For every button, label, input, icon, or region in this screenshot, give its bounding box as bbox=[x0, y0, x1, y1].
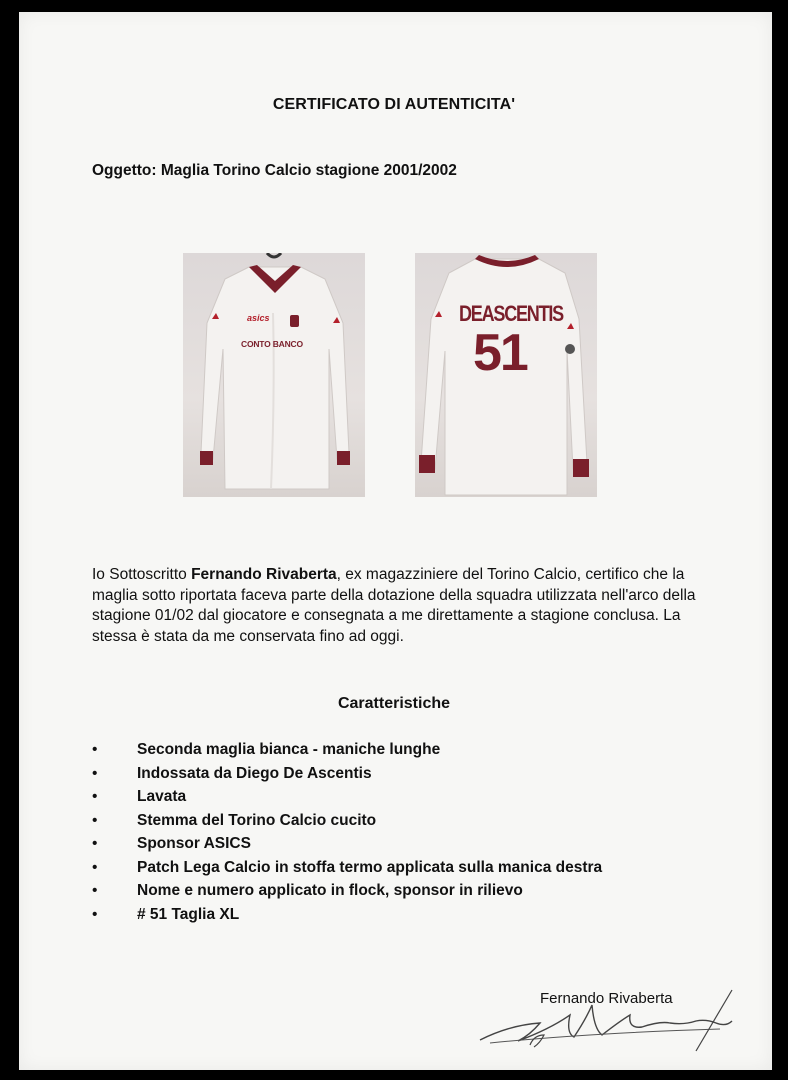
certification-paragraph bbox=[92, 565, 712, 647]
document-subject: Oggetto: Maglia Torino Calcio stagione 2001/2002 bbox=[92, 162, 457, 179]
handwritten-signature bbox=[470, 985, 750, 1055]
bullet: • bbox=[92, 835, 98, 852]
bullet: • bbox=[92, 882, 98, 899]
feature-text: Patch Lega Calcio in stoffa termo applicata sulla manica destra bbox=[137, 858, 603, 876]
bullet: • bbox=[92, 905, 98, 923]
list-item bbox=[92, 879, 602, 903]
signature-name: Fernando Rivaberta bbox=[540, 990, 673, 1007]
list-item bbox=[92, 832, 602, 856]
list-item bbox=[92, 809, 602, 833]
list-item bbox=[92, 903, 602, 927]
features-list bbox=[92, 738, 602, 926]
player-number: 51 bbox=[473, 324, 527, 382]
feature-text: Indossata da Diego De Ascentis bbox=[137, 764, 372, 782]
bullet: • bbox=[92, 858, 98, 876]
feature-text: Nome e numero applicato in flock, sponsor in rilievo bbox=[137, 882, 523, 899]
list-item bbox=[92, 762, 602, 786]
bullet: • bbox=[92, 811, 98, 829]
feature-text: Seconda maglia bianca - maniche lunghe bbox=[137, 741, 441, 758]
sponsor-text: CONTO BANCO bbox=[241, 339, 303, 349]
list-item bbox=[92, 738, 602, 762]
signatory-name: Fernando Rivaberta bbox=[191, 566, 337, 583]
bullet: • bbox=[92, 741, 98, 758]
feature-text: # 51 Taglia XL bbox=[137, 905, 240, 923]
bullet: • bbox=[92, 788, 98, 805]
feature-text: Sponsor ASICS bbox=[137, 835, 251, 852]
jersey-back-photo bbox=[415, 253, 597, 497]
paragraph-prefix: Io Sottoscritto bbox=[92, 566, 192, 583]
feature-text: Lavata bbox=[137, 788, 187, 805]
paragraph-text: , ex magazziniere del Torino Calcio, certifico che la maglia sotto riportata faceva parte della dotazione della squadra utilizzata nell'arco della stagione 01/02 dal giocatore e consegnata a me direttamente a stagione conclusa. La stessa è stata da me conservata fino ad oggi. bbox=[92, 566, 696, 645]
jersey-front-photo bbox=[183, 253, 365, 497]
feature-text: Stemma del Torino Calcio cucito bbox=[137, 811, 377, 829]
features-heading: Caratteristiche bbox=[337, 695, 451, 712]
list-item bbox=[92, 785, 602, 809]
bullet: • bbox=[92, 764, 98, 782]
list-item bbox=[92, 856, 602, 880]
sponsor-logo-asics: asics bbox=[247, 313, 270, 323]
document-title: CERTIFICATO DI AUTENTICITA' bbox=[272, 96, 516, 113]
player-name: DEASCENTIS bbox=[459, 301, 563, 326]
